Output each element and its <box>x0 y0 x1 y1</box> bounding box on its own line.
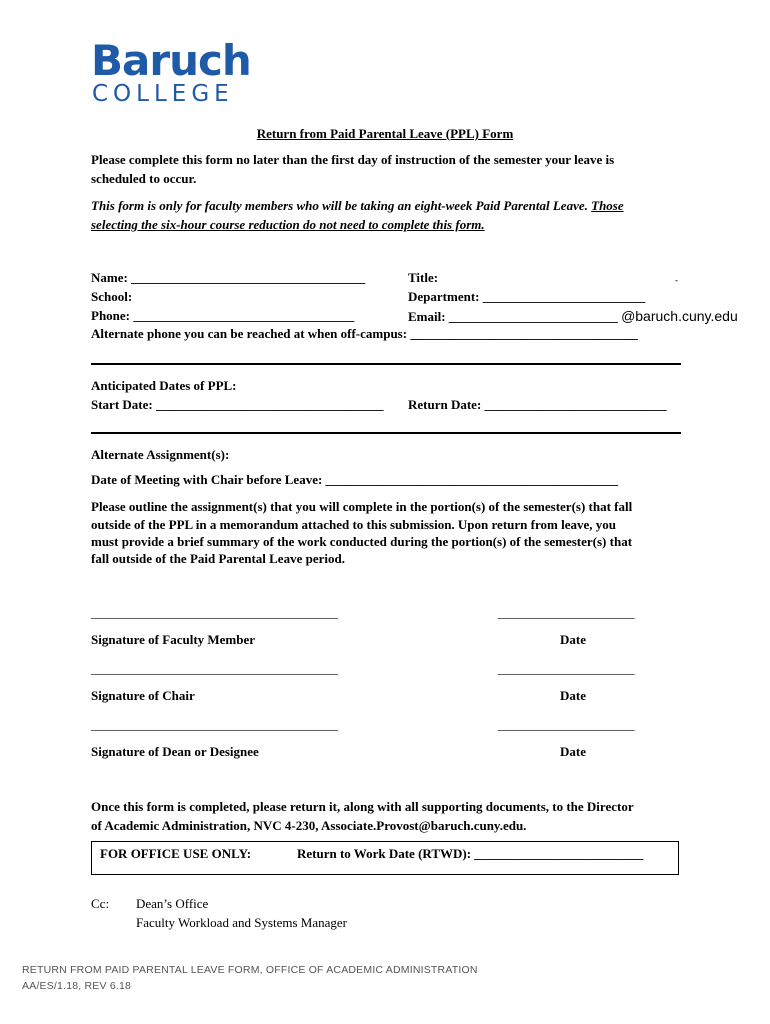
intro-line-1: Please complete this form no later than the first day of instruction of the semester your leave is <box>91 152 615 167</box>
chair-signature-line[interactable]: ______________________________________ <box>91 661 338 676</box>
note-line-1 <box>91 197 624 215</box>
name-field[interactable]: Name: ____________________________________ <box>91 270 366 285</box>
footer-line-1: RETURN FROM PAID PARENTAL LEAVE FORM, OFFICE OF ACADEMIC ADMINISTRATION <box>22 964 478 976</box>
cc-label: Cc: <box>91 896 110 911</box>
intro-line-2: scheduled to occur. <box>91 171 197 186</box>
phone-field[interactable]: Phone: __________________________________ <box>91 308 355 323</box>
department-field[interactable]: Department: _________________________ <box>408 289 646 304</box>
section-divider-2 <box>91 432 681 434</box>
chair-date-label: Date <box>560 688 586 703</box>
assignment-instructions-3: must provide a brief summary of the work conducted during the portion(s) of the semester(s) that <box>91 534 633 549</box>
start-date-field[interactable]: Start Date: ___________________________________ <box>91 397 384 412</box>
alternate-assignment-heading: Alternate Assignment(s): <box>91 447 230 462</box>
chair-signature-label: Signature of Chair <box>91 688 195 703</box>
dean-date-label: Date <box>560 744 586 759</box>
closing-line-2: of Academic Administration, NVC 4-230, Associate.Provost@baruch.cuny.edu. <box>91 818 527 833</box>
title-field-tail: - <box>675 275 678 285</box>
dean-date-line[interactable]: _____________________ <box>498 717 635 732</box>
cc-recipient-2: Faculty Workload and Systems Manager <box>136 915 348 930</box>
cc-recipient-1: Dean’s Office <box>136 896 209 911</box>
office-use-label: FOR OFFICE USE ONLY: <box>100 846 252 861</box>
dean-signature-label: Signature of Dean or Designee <box>91 744 259 759</box>
dean-signature-line[interactable]: ______________________________________ <box>91 717 338 732</box>
form-title: Return from Paid Parental Leave (PPL) Form <box>256 126 514 141</box>
document-footer <box>22 962 478 994</box>
assignment-instructions-1: Please outline the assignment(s) that you will complete in the portion(s) of the semester(s) that fall <box>91 499 633 514</box>
footer-line-2: AA/ES/1.18, REV 6.18 <box>22 980 132 992</box>
chair-date-line[interactable]: _____________________ <box>498 661 635 676</box>
note-line-1-text: This form is only for faculty members who will be taking an eight-week Paid Parental Leave. <box>91 198 588 213</box>
faculty-signature-label: Signature of Faculty Member <box>91 632 256 647</box>
school-field[interactable]: School: <box>91 289 133 304</box>
email-label: Email: __________________________ <box>408 309 618 324</box>
logo-wordmark-bottom: COLLEGE <box>92 81 234 107</box>
alternate-phone-field[interactable]: Alternate phone you can be reached at when off-campus: ___________________________________ <box>91 326 638 341</box>
faculty-date-line[interactable]: _____________________ <box>498 605 635 620</box>
note-line-2: selecting the six-hour course reduction do not need to complete this form. <box>91 217 485 232</box>
assignment-instructions-4: fall outside of the Paid Parental Leave period. <box>91 551 345 566</box>
chair-meeting-date-field[interactable]: Date of Meeting with Chair before Leave: _____________________________________________ <box>91 472 619 487</box>
faculty-signature-line[interactable]: ______________________________________ <box>91 605 338 620</box>
faculty-date-label: Date <box>560 632 586 647</box>
assignment-instructions-2: outside of the PPL in a memorandum attached to this submission. Upon return from leave, you <box>91 517 616 532</box>
logo-wordmark-top: Baruch <box>91 36 251 85</box>
return-date-field[interactable]: Return Date: ____________________________ <box>408 397 667 412</box>
section-divider-1 <box>91 363 681 365</box>
closing-line-1: Once this form is completed, please return it, along with all supporting documents, to the Director <box>91 799 634 814</box>
return-to-work-date-field[interactable]: Return to Work Date (RTWD): __________________________ <box>297 846 644 861</box>
email-field[interactable] <box>408 307 738 326</box>
title-field[interactable]: Title: <box>408 270 439 285</box>
note-line-1-underlined: Those <box>591 198 624 213</box>
email-domain-suffix: @baruch.cuny.edu <box>621 308 738 324</box>
ppl-dates-heading: Anticipated Dates of PPL: <box>91 378 237 393</box>
baruch-college-logo <box>91 36 261 108</box>
